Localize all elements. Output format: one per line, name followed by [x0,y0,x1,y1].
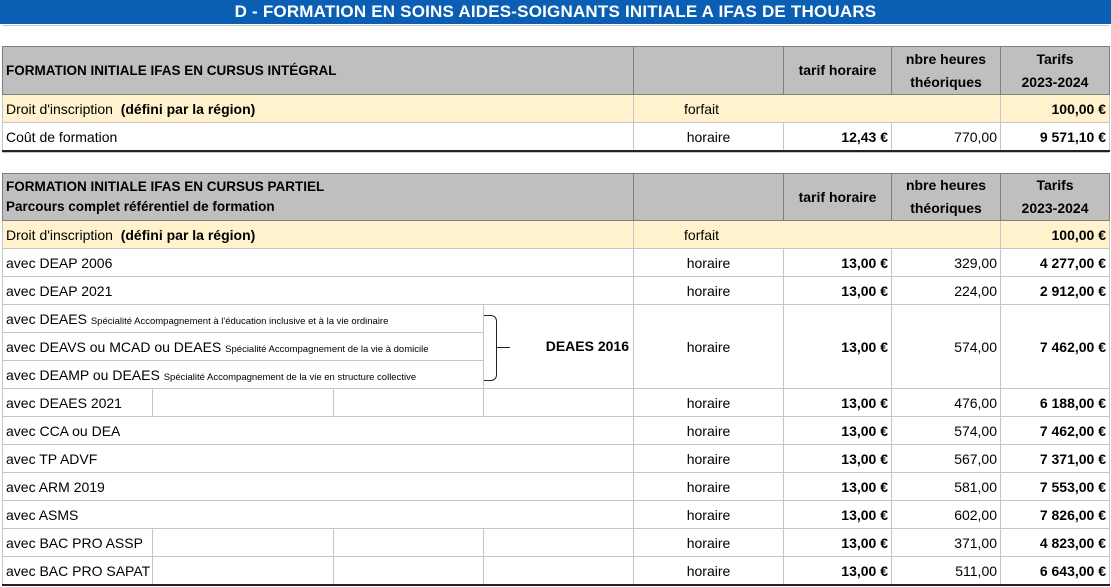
section-header-row [3,47,1110,95]
row-type: horaire [634,305,784,389]
row-type: forfait [634,221,1001,249]
section-partial-table [2,173,1110,586]
row-hours: 476,00 [892,389,1001,417]
row-label: Droit d'inscription (défini par la région) [3,221,634,249]
row-label: avec DEAP 2021 [3,277,634,305]
row-hours: 574,00 [892,305,1001,389]
deaes-group-label: DEAES 2016 [545,338,630,354]
row-price: 7 553,00 € [1001,473,1110,501]
col-header-price: Tarifs 2023-2024 [1001,174,1110,221]
row-price: 100,00 € [1001,221,1110,249]
row-label: Coût de formation [3,123,634,152]
deaes-group-cell [484,305,634,389]
table-row [3,529,1110,557]
row-price: 4 823,00 € [1001,529,1110,557]
row-label: avec DEAES 2021 [3,389,153,417]
row-hours: 224,00 [892,277,1001,305]
table-row [3,445,1110,473]
row-type: horaire [634,249,784,277]
row-price: 4 277,00 € [1001,249,1110,277]
row-rate: 13,00 € [784,445,892,473]
section-title: FORMATION INITIALE IFAS EN CURSUS PARTIEL Parcours complet référentiel de formation [3,174,634,221]
row-label: avec CCA ou DEA [3,417,634,445]
row-rate: 13,00 € [784,529,892,557]
row-label: avec ARM 2019 [3,473,634,501]
row-rate: 13,00 € [784,305,892,389]
row-price: 6 643,00 € [1001,557,1110,586]
row-rate: 13,00 € [784,249,892,277]
row-price: 100,00 € [1001,95,1110,123]
table-row-deaes [3,305,1110,333]
row-rate: 13,00 € [784,389,892,417]
blank-row [2,25,1109,47]
table-row-fee [3,221,1110,249]
row-type: horaire [634,123,784,152]
row-price: 9 571,10 € [1001,123,1110,152]
table-row [3,123,1110,152]
row-hours: 511,00 [892,557,1001,586]
row-type: horaire [634,501,784,529]
table-row [3,389,1110,417]
sheet-title: D - FORMATION EN SOINS AIDES-SOIGNANTS INITIALE A IFAS DE THOUARS [0,0,1111,24]
row-rate: 13,00 € [784,417,892,445]
row-rate: 12,43 € [784,123,892,152]
row-hours: 602,00 [892,501,1001,529]
table-row [3,473,1110,501]
row-price: 7 371,00 € [1001,445,1110,473]
row-hours: 371,00 [892,529,1001,557]
col-header-hours: nbre heures théoriques [892,47,1001,95]
col-header-price: Tarifs 2023-2024 [1001,47,1110,95]
row-price: 7 462,00 € [1001,305,1110,389]
row-rate: 13,00 € [784,473,892,501]
col-header-rate: tarif horaire [784,47,892,95]
row-label: avec BAC PRO SAPAT [3,557,153,586]
row-type: horaire [634,417,784,445]
brace-icon [484,315,497,381]
row-label: avec TP ADVF [3,445,634,473]
table-row [3,277,1110,305]
row-type: horaire [634,277,784,305]
row-price: 7 462,00 € [1001,417,1110,445]
table-row-fee [3,95,1110,123]
row-type: horaire [634,473,784,501]
row-hours: 581,00 [892,473,1001,501]
row-rate: 13,00 € [784,557,892,586]
row-label: avec DEAVS ou MCAD ou DEAES Spécialité Accompagnement de la vie à domicile [3,333,484,361]
row-label: Droit d'inscription (défini par la région) [3,95,634,123]
row-label: avec ASMS [3,501,634,529]
row-label: avec DEAP 2006 [3,249,634,277]
row-price: 6 188,00 € [1001,389,1110,417]
row-type: horaire [634,445,784,473]
row-type: horaire [634,389,784,417]
row-type: horaire [634,557,784,586]
table-row [3,557,1110,586]
section-title: FORMATION INITIALE IFAS EN CURSUS INTÉGRAL [3,47,634,95]
table-row [3,417,1110,445]
row-hours: 770,00 [892,123,1001,152]
col-header-hours: nbre heures théoriques [892,174,1001,221]
table-row [3,249,1110,277]
row-label: avec DEAMP ou DEAES Spécialité Accompagnement de la vie en structure collective [3,361,484,389]
row-type: forfait [634,95,1001,123]
row-rate: 13,00 € [784,501,892,529]
row-hours: 574,00 [892,417,1001,445]
row-hours: 329,00 [892,249,1001,277]
section-header-row [3,174,1110,221]
row-label: avec BAC PRO ASSP [3,529,153,557]
row-hours: 567,00 [892,445,1001,473]
section-integral-table [2,46,1110,152]
table-row [3,501,1110,529]
row-label: avec DEAES Spécialité Accompagnement à l'éducation inclusive et à la vie ordinaire [3,305,484,333]
row-rate: 13,00 € [784,277,892,305]
row-price: 7 826,00 € [1001,501,1110,529]
blank-row [2,152,1109,174]
col-header-rate: tarif horaire [784,174,892,221]
row-price: 2 912,00 € [1001,277,1110,305]
row-type: horaire [634,529,784,557]
